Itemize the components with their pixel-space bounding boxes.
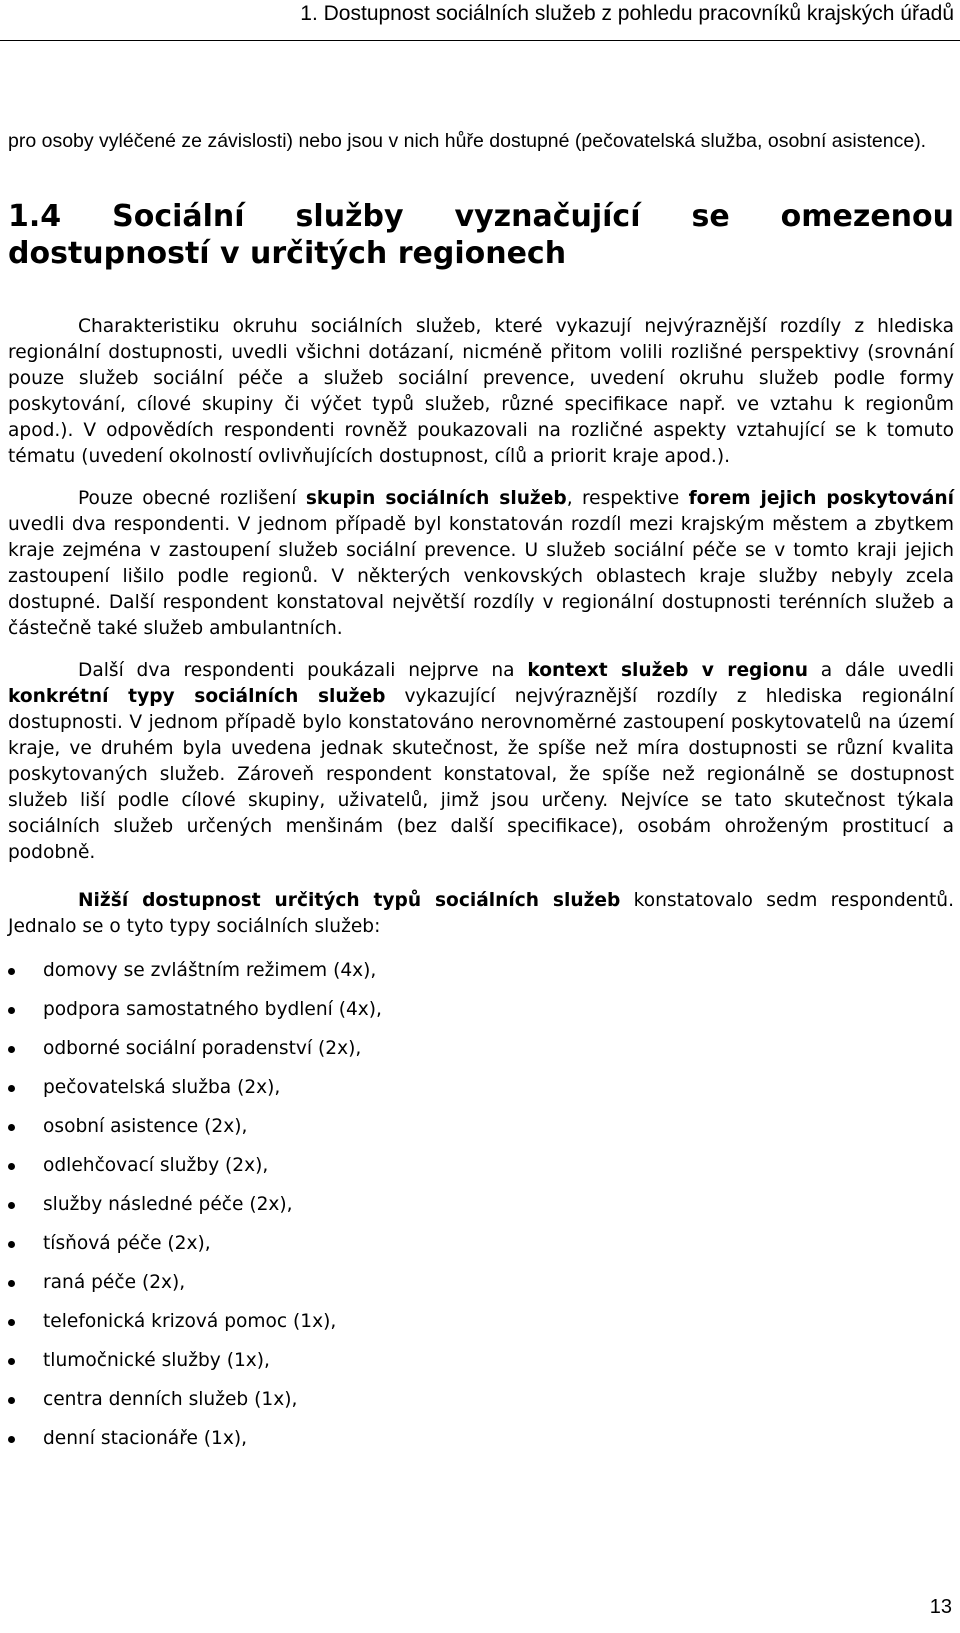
- list-item: [8, 1114, 954, 1153]
- paragraph-2: [8, 486, 954, 642]
- page-number: 13: [929, 1596, 952, 1618]
- list-item-text: domovy se zvláštním režimem (4x),: [43, 960, 377, 981]
- paragraph-1: [8, 314, 954, 470]
- bullet-icon: [8, 1163, 15, 1170]
- list-item: [8, 1036, 954, 1075]
- list-item: [8, 997, 954, 1036]
- section-heading: 1.4 Sociální služby vyznačující se omezenou dostupností v určitých regionech: [8, 199, 954, 271]
- page-header: [0, 0, 960, 40]
- list-item: [8, 1426, 954, 1465]
- list-item-text: denní stacionáře (1x),: [43, 1428, 248, 1449]
- list-item: [8, 1153, 954, 1192]
- bullet-icon: [8, 1202, 15, 1209]
- paragraph-3-text-1: Další dva respondenti poukázali nejprve na: [78, 660, 528, 681]
- paragraph-1-text: Charakteristiku okruhu sociálních služeb, které vykazují nejvýraznější rozdíly z hlediska regionální dostupnosti, uvedli všichni dotázaní, nicméně přitom volili rozlišné perspektivy (srovnání pouze služeb sociální péče a služeb sociální prevence, uvedení okruhu služeb podle formy poskytování, cílové skupiny či výčet typů služeb, různé specifikace např. ve vztahu k regionům apod.). V odpovědích respondenti rovněž poukazovali na rozličné aspekty vztahující se k tomuto tématu (uvedení okolností ovlivňujících dostupnost, cílů a priorit kraje apod.).: [8, 316, 954, 467]
- paragraph-3-text-3: vykazující nejvýraznější rozdíly z hlediska regionální dostupnosti. V jednom případě bylo konstatováno nerovnoměrné zastoupení poskytovatelů na území kraje, ve druhém byla uvedena jednak skutečnost, že spíše než míra dostupnosti se různí kvalita poskytovaných služeb. Zároveň respondent konstatoval, že spíše než regionálně se dostupnost služeb liší podle cílové skupiny, uživatelů, jimž jsou určeny. Nejvíce se tato skutečnost týkala sociálních služeb určených menšinám (bez další specifikace), osobám ohroženým prostitucí a podobně.: [8, 686, 954, 863]
- list-item: [8, 1231, 954, 1270]
- bullet-icon: [8, 1436, 15, 1443]
- list-item-text: tísňová péče (2x),: [43, 1233, 211, 1254]
- bullet-icon: [8, 968, 15, 975]
- paragraph-4-text-1: konstatovalo sedm respondentů. Jednalo se o tyto typy sociálních služeb:: [8, 890, 954, 937]
- paragraph-2-bold-2: forem jejich poskytování: [688, 488, 954, 509]
- list-item: [8, 1192, 954, 1231]
- list-item-text: raná péče (2x),: [43, 1272, 186, 1293]
- paragraph-3-text-2: a dále uvedli: [808, 660, 954, 681]
- list-item-text: pečovatelská služba (2x),: [43, 1077, 281, 1098]
- list-item-text: odborné sociální poradenství (2x),: [43, 1038, 362, 1059]
- paragraph-3-bold-2: konkrétní typy sociálních služeb: [8, 686, 386, 707]
- paragraph-4-bold-1: Nižší dostupnost určitých typů sociálních služeb: [78, 890, 621, 911]
- paragraph-2-text-1: Pouze obecné rozlišení: [78, 488, 306, 509]
- bullet-icon: [8, 1319, 15, 1326]
- list-item: [8, 1075, 954, 1114]
- bullet-icon: [8, 1358, 15, 1365]
- paragraph-2-bold-1: skupin sociálních služeb: [305, 488, 567, 509]
- paragraph-2-text-3: uvedli dva respondenti. V jednom případě byl konstatován rozdíl mezi krajským městem a zbytkem kraje zejména v zastoupení služeb sociální prevence. U služeb sociální péče se v tomto kraji jejich zastoupení lišilo podle regionů. V některých venkovských oblastech kraje služby nebyly zcela dostupné. Další respondent konstatoval největší rozdíly v regionální dostupnosti terénních služeb a částečně také služeb ambulantních.: [8, 514, 954, 639]
- list-item: [8, 1387, 954, 1426]
- list-item-text: osobní asistence (2x),: [43, 1116, 248, 1137]
- list-item: [8, 1270, 954, 1309]
- bullet-icon: [8, 1397, 15, 1404]
- list-item-text: podpora samostatného bydlení (4x),: [43, 999, 382, 1020]
- list-item-text: centra denních služeb (1x),: [43, 1389, 298, 1410]
- list-item: [8, 958, 954, 997]
- header-divider: [0, 40, 960, 41]
- list-item-text: telefonická krizová pomoc (1x),: [43, 1311, 337, 1332]
- continued-paragraph: pro osoby vyléčené ze závislosti) nebo jsou v nich hůře dostupné (pečovatelská služba, osobní asistence).: [8, 130, 927, 152]
- bullet-icon: [8, 1124, 15, 1131]
- bullet-icon: [8, 1280, 15, 1287]
- paragraph-3: [8, 658, 954, 866]
- bullet-icon: [8, 1007, 15, 1014]
- page-body: [8, 128, 954, 1465]
- paragraph-2-text-2: , respektive: [566, 488, 689, 509]
- paragraph-3-bold-1: kontext služeb v regionu: [527, 660, 808, 681]
- service-type-list: [8, 958, 954, 1465]
- running-header-title: 1. Dostupnost sociálních služeb z pohledu pracovníků krajských úřadů: [300, 2, 954, 25]
- paragraph-4: [8, 888, 954, 940]
- bullet-icon: [8, 1085, 15, 1092]
- bullet-icon: [8, 1046, 15, 1053]
- bullet-icon: [8, 1241, 15, 1248]
- list-item-text: odlehčovací služby (2x),: [43, 1155, 269, 1176]
- list-item-text: služby následné péče (2x),: [43, 1194, 293, 1215]
- list-item-text: tlumočnické služby (1x),: [43, 1350, 270, 1371]
- list-item: [8, 1348, 954, 1387]
- list-item: [8, 1309, 954, 1348]
